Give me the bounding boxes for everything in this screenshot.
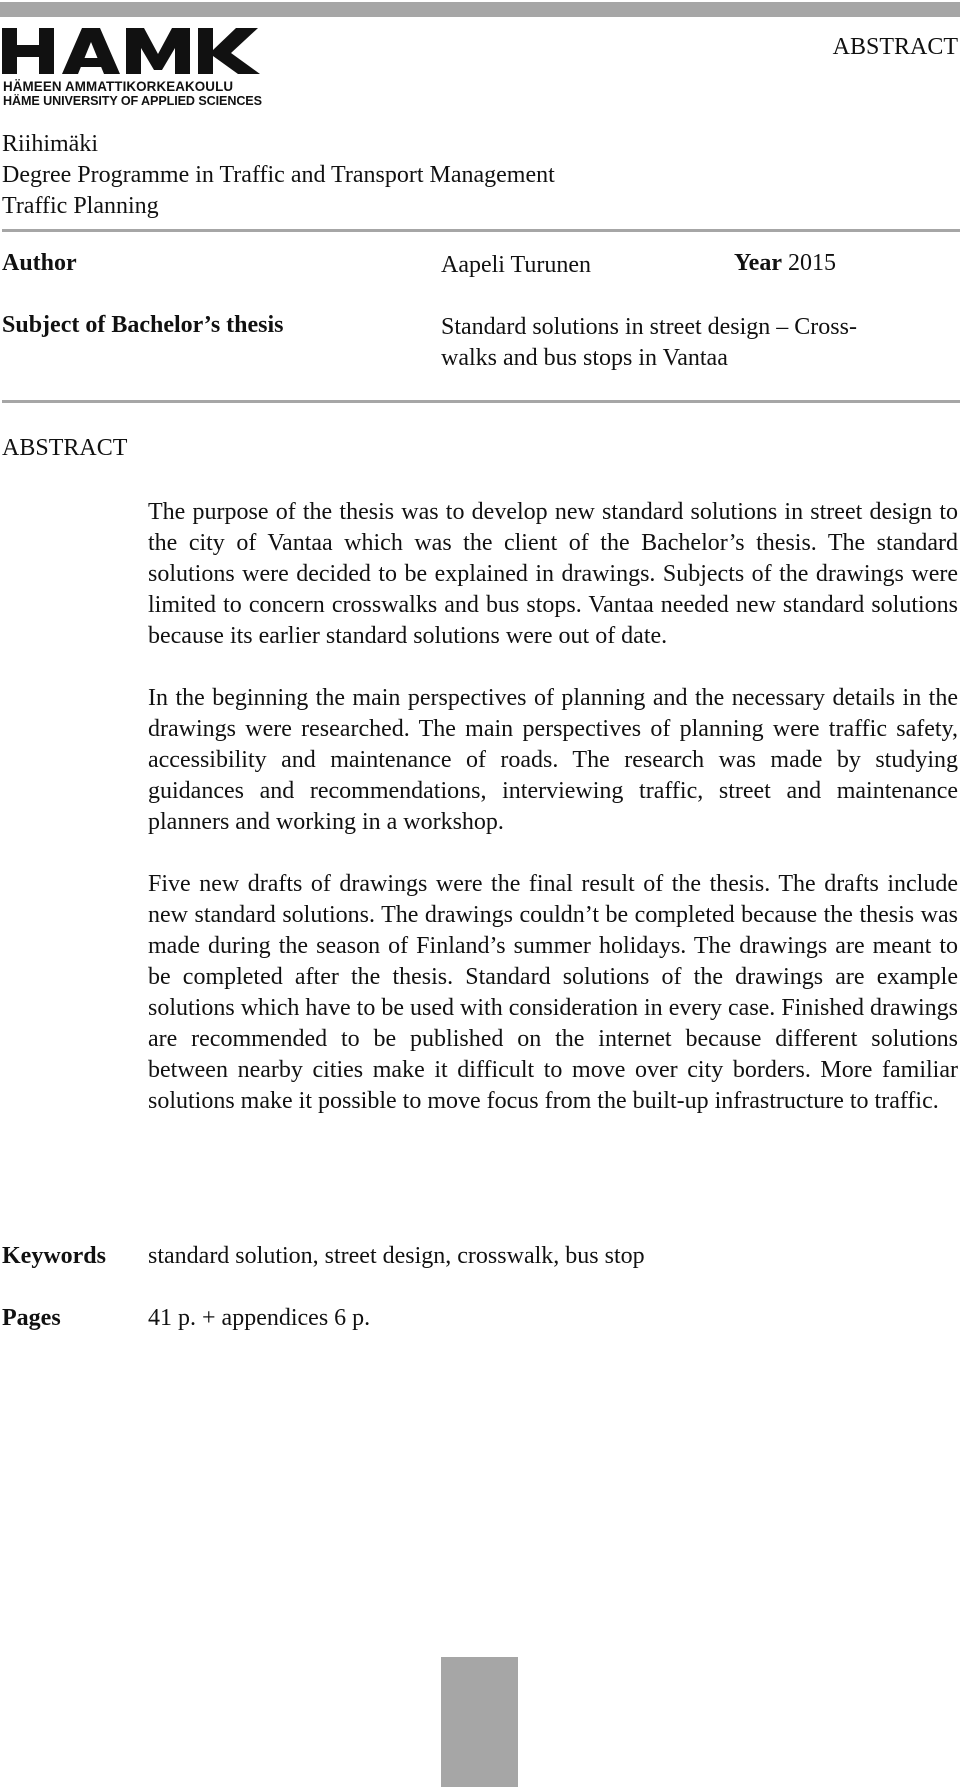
- keywords-label: Keywords: [2, 1243, 106, 1269]
- campus: Riihimäki: [2, 131, 98, 157]
- subject-line: walks and bus stops in Vantaa: [441, 345, 728, 371]
- top-decorative-bar: [0, 2, 960, 17]
- subject-label: Subject of Bachelor’s thesis: [2, 312, 284, 338]
- abstract-paragraph: In the beginning the main perspectives of planning and the necessary details in the drawings were researched. The main perspectives of planning were traffic safety, accessibility and maintenance of roads. The research was made by studying guidances and recommendations, interviewing traffic, street and maintenance planners and working in a workshop.: [148, 685, 958, 835]
- subject-value: [441, 312, 941, 374]
- abstract-paragraph: Five new drafts of drawings were the final result of the thesis. The drafts include new standard solutions. The drawings couldn’t be completed because the thesis was made during the season of Finland’s summer holidays. The drawings are meant to be completed after the thesis. Standard solutions of the drawings are example solutions which have to be used with consideration in every case. Finished drawings are recommended to be published on the internet because different solutions between nearby cities make it difficult to move over city borders. More familiar solutions make it possible to move focus from the built-up infrastructure to traffic.: [148, 871, 958, 1114]
- year-value: 2015: [787, 250, 836, 276]
- hamk-logo: [2, 28, 282, 110]
- keywords-value: standard solution, street design, crosswalk, bus stop: [148, 1243, 645, 1269]
- logo-name-finnish: HÄMEEN AMMATTIKORKEAKOULU: [3, 79, 234, 94]
- abstract-heading: ABSTRACT: [2, 435, 128, 461]
- subject-line: Standard solutions in street design – Cross-: [441, 314, 857, 340]
- abstract-paragraph: The purpose of the thesis was to develop new standard solutions in street design to the city of Vantaa which was the client of the Bachelor’s thesis. The standard solutions were decided to be explained in drawings. Subjects of the drawings were limited to concern crosswalks and bus stops. Vantaa needed new standard solutions because its earlier standard solutions were out of date.: [148, 499, 958, 649]
- hamk-wordmark: [2, 28, 274, 74]
- department-info: [2, 129, 555, 222]
- specialisation: Traffic Planning: [2, 193, 159, 219]
- year-label: Year: [734, 250, 782, 276]
- degree-programme: Degree Programme in Traffic and Transport Management: [2, 162, 555, 188]
- pages-label: Pages: [2, 1305, 61, 1331]
- author-value: Aapeli Turunen: [441, 252, 591, 278]
- year-field: [734, 250, 836, 277]
- divider: [2, 229, 960, 232]
- author-label: Author: [2, 250, 77, 276]
- page-footer-bar: [441, 1657, 518, 1787]
- divider: [2, 400, 960, 403]
- logo-name-english: HÄME UNIVERSITY OF APPLIED SCIENCES: [3, 94, 262, 108]
- abstract-body: [148, 497, 958, 1148]
- pages-value: 41 p. + appendices 6 p.: [148, 1305, 371, 1331]
- page-type-label: ABSTRACT: [832, 34, 958, 60]
